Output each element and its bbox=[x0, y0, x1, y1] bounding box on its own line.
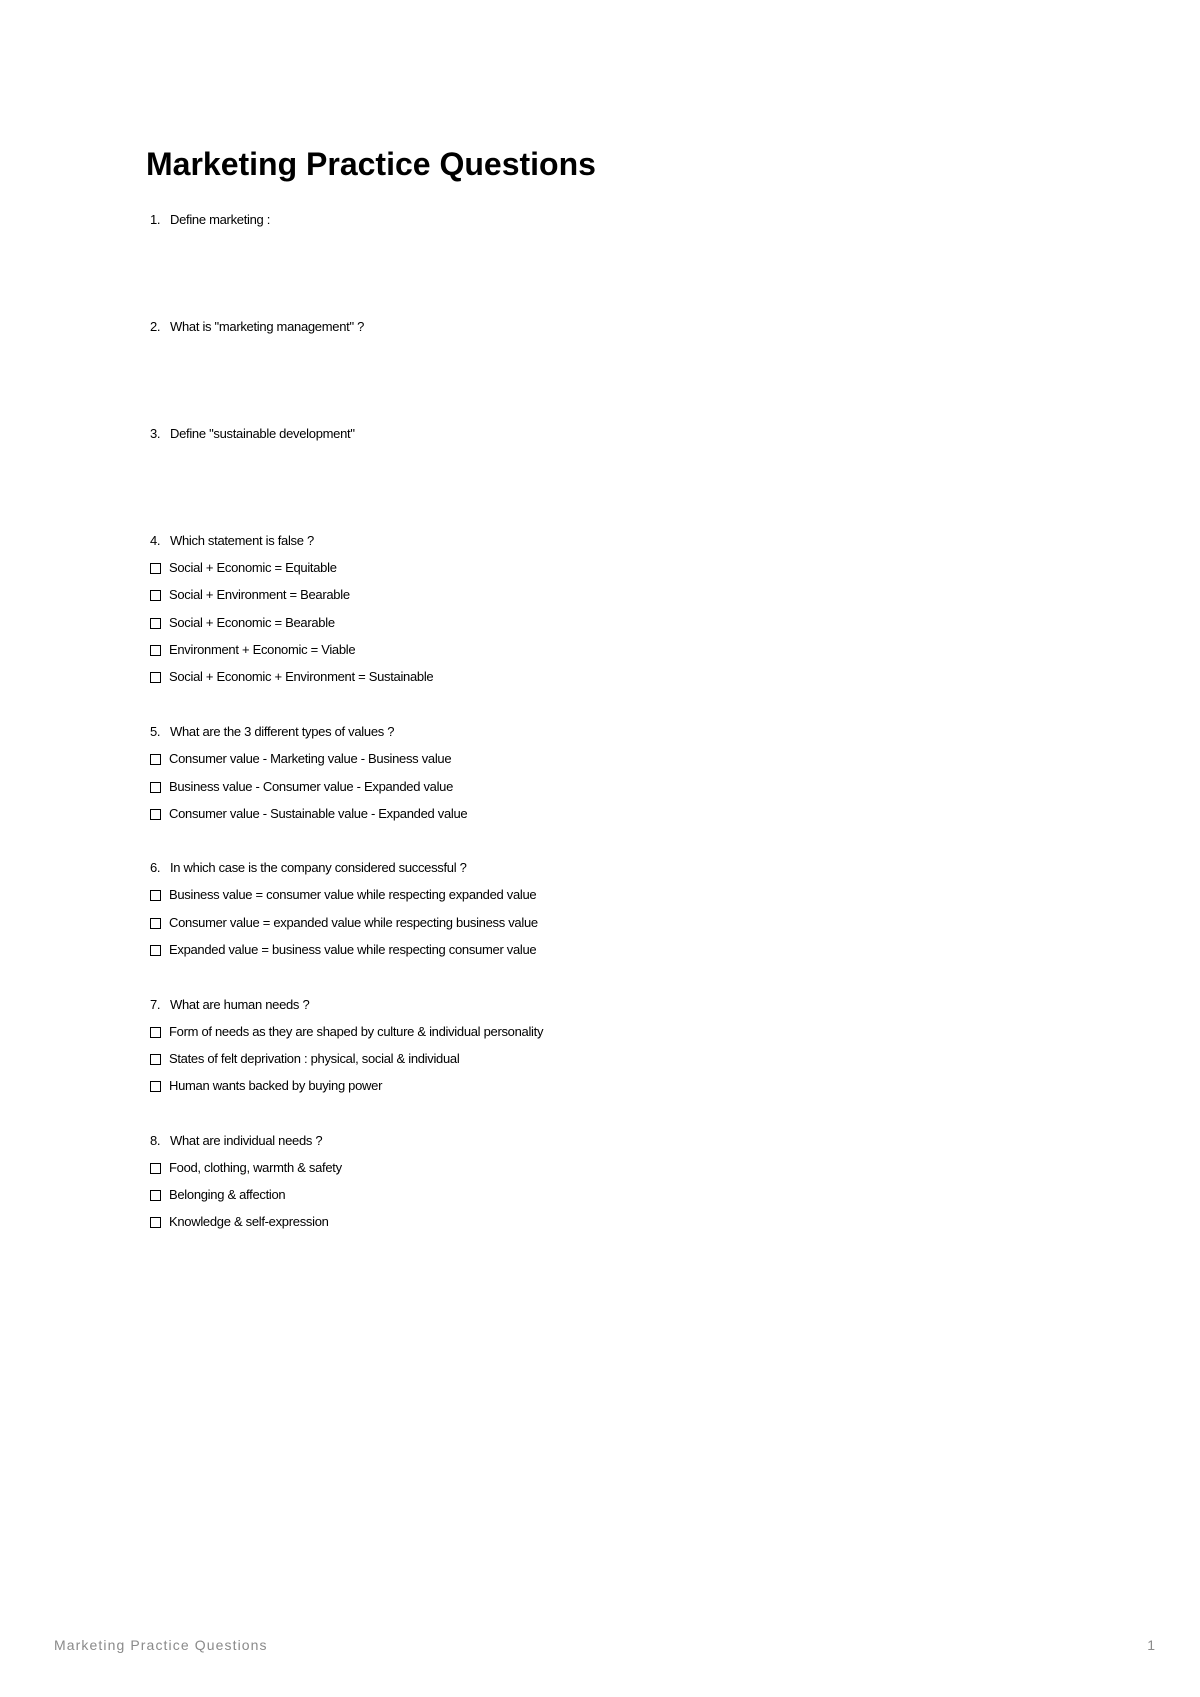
checkbox[interactable] bbox=[150, 809, 161, 820]
question-text: In which case is the company considered successful ? bbox=[170, 860, 467, 875]
checkbox[interactable] bbox=[150, 645, 161, 656]
checkbox[interactable] bbox=[150, 918, 161, 929]
checkbox[interactable] bbox=[150, 618, 161, 629]
q5-option-1[interactable] bbox=[150, 750, 451, 768]
question-number: 4. bbox=[150, 533, 161, 548]
checkbox[interactable] bbox=[150, 1027, 161, 1038]
question-number: 3. bbox=[150, 426, 161, 441]
q4-option-3[interactable] bbox=[150, 614, 335, 632]
option-label: Form of needs as they are shaped by culture & individual personality bbox=[169, 1024, 544, 1039]
question-text: What is "marketing management" ? bbox=[170, 319, 364, 334]
checkbox[interactable] bbox=[150, 782, 161, 793]
q7-option-2[interactable] bbox=[150, 1050, 459, 1068]
question-text: What are human needs ? bbox=[170, 997, 310, 1012]
question-2 bbox=[150, 318, 364, 336]
q7-option-3[interactable] bbox=[150, 1077, 382, 1095]
q8-option-2[interactable] bbox=[150, 1186, 285, 1204]
checkbox[interactable] bbox=[150, 590, 161, 601]
q6-option-1[interactable] bbox=[150, 886, 536, 904]
q8-option-1[interactable] bbox=[150, 1159, 342, 1177]
question-text: Define marketing : bbox=[170, 212, 271, 227]
option-label: Social + Economic + Environment = Sustainable bbox=[169, 669, 434, 684]
checkbox[interactable] bbox=[150, 1081, 161, 1092]
q7-option-1[interactable] bbox=[150, 1023, 543, 1041]
option-label: Expanded value = business value while respecting consumer value bbox=[169, 942, 537, 957]
option-label: Social + Environment = Bearable bbox=[169, 587, 350, 602]
checkbox[interactable] bbox=[150, 945, 161, 956]
q5-option-2[interactable] bbox=[150, 778, 453, 796]
checkbox[interactable] bbox=[150, 1163, 161, 1174]
option-label: States of felt deprivation : physical, social & individual bbox=[169, 1051, 460, 1066]
question-number: 8. bbox=[150, 1133, 161, 1148]
question-5 bbox=[150, 723, 394, 741]
footer-title: Marketing Practice Questions bbox=[54, 1637, 268, 1653]
page-number: 1 bbox=[1147, 1637, 1155, 1653]
question-text: Which statement is false ? bbox=[170, 533, 314, 548]
q4-option-2[interactable] bbox=[150, 586, 350, 604]
question-1 bbox=[150, 211, 270, 229]
checkbox[interactable] bbox=[150, 672, 161, 683]
question-text: Define "sustainable development" bbox=[170, 426, 355, 441]
question-number: 7. bbox=[150, 997, 161, 1012]
checkbox[interactable] bbox=[150, 890, 161, 901]
option-label: Consumer value - Marketing value - Business value bbox=[169, 751, 452, 766]
checkbox[interactable] bbox=[150, 1217, 161, 1228]
option-label: Food, clothing, warmth & safety bbox=[169, 1160, 342, 1175]
q5-option-3[interactable] bbox=[150, 805, 467, 823]
checkbox[interactable] bbox=[150, 1054, 161, 1065]
question-8 bbox=[150, 1132, 322, 1150]
question-6 bbox=[150, 859, 467, 877]
q6-option-2[interactable] bbox=[150, 914, 538, 932]
question-number: 6. bbox=[150, 860, 161, 875]
option-label: Business value = consumer value while respecting expanded value bbox=[169, 887, 537, 902]
q4-option-5[interactable] bbox=[150, 668, 433, 686]
checkbox[interactable] bbox=[150, 1190, 161, 1201]
option-label: Human wants backed by buying power bbox=[169, 1078, 383, 1093]
q4-option-1[interactable] bbox=[150, 559, 337, 577]
question-number: 2. bbox=[150, 319, 161, 334]
option-label: Social + Economic = Equitable bbox=[169, 560, 337, 575]
q8-option-3[interactable] bbox=[150, 1213, 329, 1231]
option-label: Business value - Consumer value - Expanded value bbox=[169, 779, 454, 794]
option-label: Consumer value = expanded value while respecting business value bbox=[169, 915, 538, 930]
option-label: Environment + Economic = Viable bbox=[169, 642, 356, 657]
question-7 bbox=[150, 996, 309, 1014]
question-3 bbox=[150, 425, 355, 443]
option-label: Knowledge & self-expression bbox=[169, 1214, 329, 1229]
checkbox[interactable] bbox=[150, 754, 161, 765]
question-number: 1. bbox=[150, 212, 161, 227]
question-text: What are individual needs ? bbox=[170, 1133, 323, 1148]
q4-option-4[interactable] bbox=[150, 641, 355, 659]
question-number: 5. bbox=[150, 724, 161, 739]
q6-option-3[interactable] bbox=[150, 941, 536, 959]
question-4 bbox=[150, 532, 314, 550]
checkbox[interactable] bbox=[150, 563, 161, 574]
question-text: What are the 3 different types of values ? bbox=[170, 724, 395, 739]
option-label: Social + Economic = Bearable bbox=[169, 615, 335, 630]
option-label: Belonging & affection bbox=[169, 1187, 286, 1202]
page-title: Marketing Practice Questions bbox=[146, 146, 596, 182]
option-label: Consumer value - Sustainable value - Expanded value bbox=[169, 806, 468, 821]
